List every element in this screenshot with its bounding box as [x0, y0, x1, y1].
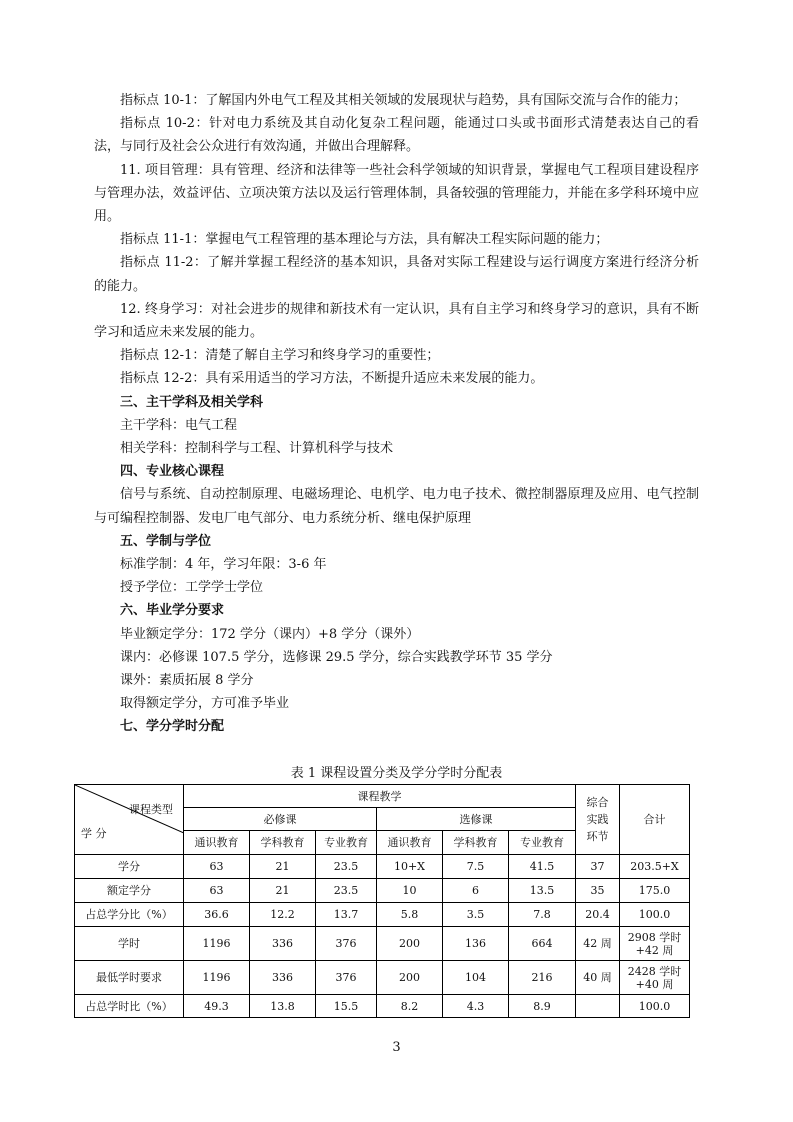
table-corner-cell [75, 785, 184, 855]
main-discipline: 主干学科：电气工程 [120, 417, 238, 433]
table-row [75, 903, 690, 927]
table-cell: 20.4 [576, 903, 620, 927]
table-cell: 4.3 [443, 995, 509, 1018]
table-cell: 5.8 [377, 903, 443, 927]
table-cell: 200 [377, 961, 443, 995]
section-3-heading: 三、主干学科及相关学科 [120, 394, 264, 410]
table-row [75, 995, 690, 1018]
corner-diagonal [75, 785, 184, 855]
row-label: 学时 [75, 927, 184, 961]
section-5-heading: 五、学制与学位 [120, 533, 212, 549]
table-cell: 10+X [377, 855, 443, 879]
row-label: 最低学时要求 [75, 961, 184, 995]
table-cell: 23.5 [316, 855, 377, 879]
subheader-cell: 学科教育 [250, 831, 316, 855]
header-elective: 选修课 [377, 808, 576, 831]
subheader-cell: 通识教育 [377, 831, 443, 855]
table-cell: 63 [184, 879, 250, 903]
corner-credit: 学 分 [81, 827, 107, 840]
subheader-cell: 学科教育 [443, 831, 509, 855]
table-cell: 7.8 [509, 903, 576, 927]
table-cell: 36.6 [184, 903, 250, 927]
table-cell: 336 [250, 961, 316, 995]
table-cell: 1196 [184, 927, 250, 961]
row-label: 占总学分比（%） [75, 903, 184, 927]
item-12-lifelong-learning: 12. 终身学习：对社会进步的规律和新技术有一定认识，具有自主学习和终身学习的意识，具有不断学习和适应未来发展的能力。 [94, 301, 699, 341]
table-cell: 23.5 [316, 879, 377, 903]
table-cell: 8.9 [509, 995, 576, 1018]
table-cell: 136 [443, 927, 509, 961]
indicator-11-1: 指标点 11-1：掌握电气工程管理的基本理论与方法，具有解决工程实际问题的能力； [120, 232, 609, 248]
table-cell: 7.5 [443, 855, 509, 879]
related-disciplines: 相关学科：控制科学与工程、计算机科学与技术 [120, 441, 394, 457]
item-11-project-management: 11. 项目管理：具有管理、经济和法律等一些社会科学领域的知识背景，掌握电气工程项目建设程序与管理办法，效益评估、立项决策方法以及运行管理体制，具备较强的管理能力，并能在多学科环境中应用。 [94, 162, 699, 225]
table-row [75, 855, 690, 879]
table-cell: 6 [443, 879, 509, 903]
table-row [75, 879, 690, 903]
table-cell: 100.0 [620, 995, 690, 1018]
table-row [75, 961, 690, 995]
table-cell: 37 [576, 855, 620, 879]
table-cell: 63 [184, 855, 250, 879]
subheader-cell: 通识教育 [184, 831, 250, 855]
degree-awarded: 授予学位：工学学士学位 [120, 580, 264, 596]
table-caption: 表 1 课程设置分类及学分学时分配表 [290, 766, 503, 781]
table-cell: 1196 [184, 961, 250, 995]
table-cell: 376 [316, 927, 377, 961]
table-cell: 10 [377, 879, 443, 903]
table-cell: 3.5 [443, 903, 509, 927]
table-row [75, 927, 690, 961]
table-cell: 42 周 [576, 927, 620, 961]
graduation-rule: 取得额定学分，方可准予毕业 [120, 696, 290, 712]
table-cell: 15.5 [316, 995, 377, 1018]
table-cell: 13.7 [316, 903, 377, 927]
table-cell: 35 [576, 879, 620, 903]
outer-credits: 课外：素质拓展 8 学分 [120, 673, 254, 689]
table-cell: 21 [250, 855, 316, 879]
table-cell: 13.5 [509, 879, 576, 903]
page-number: 3 [392, 1040, 401, 1055]
subheader-cell: 专业教育 [509, 831, 576, 855]
indicator-10-1: 指标点 10-1：了解国内外电气工程及其相关领域的发展现状与趋势，具有国际交流与合作的能力； [120, 93, 687, 108]
subheader-cell: 专业教育 [316, 831, 377, 855]
header-practice: 综合 实践 环节 [576, 785, 620, 855]
core-courses: 信号与系统、自动控制原理、电磁场理论、电机学、电力电子技术、微控制器原理及应用、电气控制与可编程控制器、发电厂电气部分、电力系统分析、继电保护原理 [94, 487, 699, 526]
study-duration: 标准学制：4 年，学习年限：3-6 年 [120, 557, 327, 573]
indicator-11-2: 指标点 11-2：了解并掌握工程经济的基本知识，具备对实际工程建设与运行调度方案进行经济分析的能力。 [94, 255, 699, 294]
indicator-12-1: 指标点 12-1：清楚了解自主学习和终身学习的重要性； [120, 348, 440, 364]
table-cell: 216 [509, 961, 576, 995]
corner-course-type: 课程类型 [129, 803, 173, 816]
indicator-10-2: 指标点 10-2：针对电力系统及其自动化复杂工程问题，能通过口头或书面形式清楚表达自己的看法，与同行及社会公众进行有效沟通，并做出合理解释。 [94, 116, 699, 155]
table-cell-total: 2428 学时 +40 周 [620, 961, 690, 995]
table-cell [576, 995, 620, 1018]
header-required: 必修课 [184, 808, 377, 831]
table-cell: 21 [250, 879, 316, 903]
table-cell: 40 周 [576, 961, 620, 995]
row-label: 额定学分 [75, 879, 184, 903]
table-cell: 8.2 [377, 995, 443, 1018]
row-label: 占总学时比（%） [75, 995, 184, 1018]
credit-hours-table [74, 784, 690, 1018]
section-6-heading: 六、毕业学分要求 [120, 603, 225, 619]
table-cell: 49.3 [184, 995, 250, 1018]
table-cell: 203.5+X [620, 855, 690, 879]
document-body [94, 89, 699, 739]
row-label: 学分 [75, 855, 184, 879]
section-7-heading: 七、学分学时分配 [120, 719, 225, 735]
header-total: 合计 [620, 785, 690, 855]
inner-credits: 课内：必修课 107.5 学分，选修课 29.5 学分，综合实践教学环节 35 学分 [120, 649, 553, 665]
section-4-heading: 四、专业核心课程 [120, 464, 225, 480]
table-cell: 376 [316, 961, 377, 995]
table-cell: 336 [250, 927, 316, 961]
total-credits: 毕业额定学分：172 学分（课内）+8 学分（课外） [120, 626, 420, 642]
table-cell-total: 2908 学时 +42 周 [620, 927, 690, 961]
table-cell: 200 [377, 927, 443, 961]
table-cell: 100.0 [620, 903, 690, 927]
table-cell: 104 [443, 961, 509, 995]
indicator-12-2: 指标点 12-2：具有采用适当的学习方法，不断提升适应未来发展的能力。 [120, 371, 544, 387]
table-cell: 175.0 [620, 879, 690, 903]
table-cell: 41.5 [509, 855, 576, 879]
table-cell: 13.8 [250, 995, 316, 1018]
table-cell: 12.2 [250, 903, 316, 927]
header-course-teaching: 课程教学 [184, 785, 576, 808]
table-cell: 664 [509, 927, 576, 961]
